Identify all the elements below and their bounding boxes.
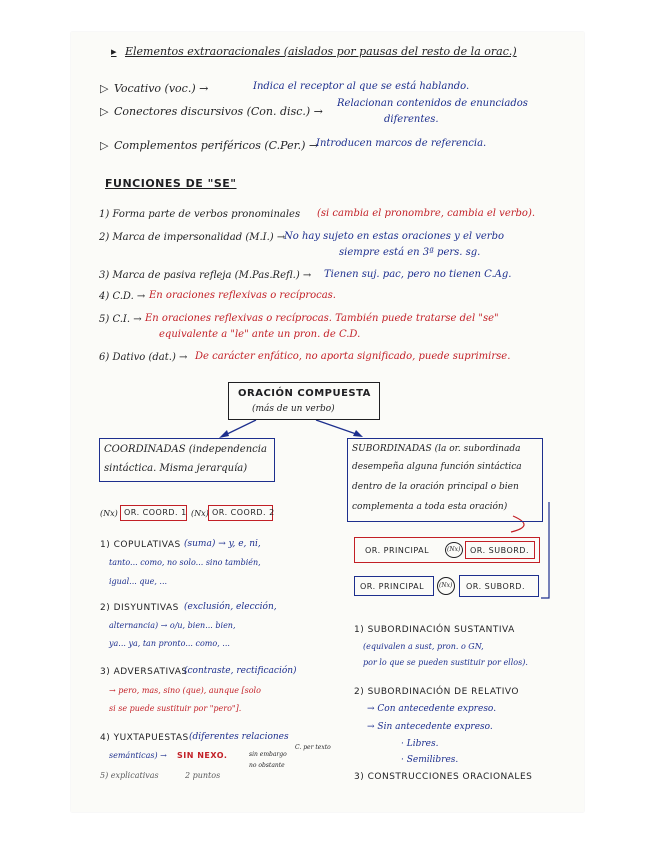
bullet-icon: ▸	[111, 45, 117, 58]
subord-row-2-nx: (Nx)	[439, 582, 453, 589]
subordinadas-line-3: dentro de la oración principal o bien	[352, 482, 519, 492]
copulativas-desc: (suma) → y, e, ni,	[184, 539, 261, 549]
sustantiva-line-2: (equivalen a sust, pron. o GN,	[363, 642, 484, 651]
subord-row-2-principal-box	[354, 576, 434, 596]
or-coord-2-box	[208, 505, 273, 521]
adversativas-line-2: → pero, mas, sino (que), aunque [solo	[109, 686, 261, 695]
triangle-bullet-icon: ▷	[100, 139, 109, 152]
conectores-desc-2: diferentes.	[384, 114, 439, 125]
copulativas-term: 1) COPULATIVAS	[100, 540, 181, 550]
se-item-1-term: 1) Forma parte de verbos pronominales	[99, 209, 301, 220]
yuxtapuestas-line-2: semánticas) →	[109, 751, 167, 760]
subord-row-2-subord: OR. SUBORD.	[466, 582, 525, 591]
yuxtapuestas-desc: (diferentes relaciones	[189, 732, 289, 742]
notebook-page	[71, 32, 584, 812]
subord-row-1-nx: (Nx)	[447, 546, 461, 553]
se-item-4-term: 4) C.D. →	[99, 291, 146, 302]
root-subtitle: (más de un verbo)	[252, 404, 335, 414]
se-item-6-desc: De carácter enfático, no aporta significado, puede suprimirse.	[195, 351, 511, 362]
adversativas-line-3: si se puede sustituir por "pero"].	[109, 704, 242, 713]
conectores-desc: Relacionan contenidos de enunciados	[337, 98, 528, 109]
oracion-compuesta-box	[228, 382, 380, 420]
construcciones-term: 3) CONSTRUCCIONES ORACIONALES	[354, 772, 533, 782]
se-item-5-term: 5) C.I. →	[99, 314, 142, 325]
vocativo-desc: Indica el receptor al que se está hablando.	[253, 81, 470, 92]
relativo-term: 2) SUBORDINACIÓN DE RELATIVO	[354, 687, 520, 697]
subordinadas-box	[347, 438, 543, 522]
se-item-3-desc: Tienen suj. pac, pero no tienen C.Ag.	[324, 269, 512, 280]
sustantiva-term: 1) SUBORDINACIÓN SUSTANTIVA	[354, 625, 515, 635]
coordinadas-box	[99, 438, 275, 482]
adversativas-term: 3) ADVERSATIVAS	[100, 667, 188, 677]
se-item-4-desc: En oraciones reflexivas o recíprocas.	[149, 290, 336, 301]
subord-row-1-nx-circle	[445, 542, 463, 558]
vocativo-term: Vocativo (voc.) →	[114, 82, 209, 95]
subord-row-1-box	[354, 537, 540, 563]
se-item-2-term: 2) Marca de impersonalidad (M.I.) →	[99, 232, 286, 243]
disyuntivas-desc: (exclusión, elección,	[184, 602, 277, 612]
se-item-5-desc: En oraciones reflexivas o recíprocas. También puede tratarse del "se"	[145, 313, 499, 324]
subord-row-1-principal: OR. PRINCIPAL	[365, 546, 430, 555]
or-coord-1-label: OR. COORD. 1	[124, 508, 187, 517]
disyuntivas-line-2: alternancia) → o/u, bien... bien,	[109, 621, 236, 630]
se-item-2-desc-2: siempre está en 3ª pers. sg.	[339, 247, 481, 258]
triangle-bullet-icon: ▷	[100, 82, 109, 95]
subordinadas-line-4: complementa a toda esta oración)	[352, 502, 508, 512]
triangle-bullet-icon: ▷	[100, 105, 109, 118]
or-coord-2-label: OR. COORD. 2	[212, 508, 275, 517]
conectores-term: Conectores discursivos (Con. disc.) →	[114, 105, 323, 118]
sin-nexo-label: SIN NEXO.	[177, 751, 228, 760]
coordinadas-line-2: sintáctica. Misma jerarquía)	[104, 463, 248, 474]
se-item-2-desc: No hay sujeto en estas oraciones y el verbo	[284, 231, 505, 242]
subord-row-2-nx-circle	[437, 577, 455, 595]
relativo-line-5: · Semilibres.	[401, 755, 459, 765]
relativo-line-4: · Libres.	[401, 739, 439, 749]
sustantiva-line-3: por lo que se pueden sustituir por ellos).	[363, 658, 528, 667]
or-coord-1-box	[120, 505, 187, 521]
yuxtapuestas-term: 4) YUXTAPUESTAS	[100, 733, 189, 743]
relativo-line-3: → Sin antecedente expreso.	[367, 722, 493, 732]
coordinadas-line-1: COORDINADAS (independencia	[104, 444, 267, 455]
yuxt-note-no-obstante: no obstante	[249, 762, 285, 769]
se-item-3-term: 3) Marca de pasiva refleja (M.Pas.Refl.) →	[99, 270, 312, 281]
yuxt-note-sin-embargo: sin embargo	[249, 751, 287, 758]
copulativas-line-3: igual... que, ...	[109, 577, 168, 586]
subord-row-2-subord-box	[459, 575, 539, 597]
disyuntivas-line-3: ya... ya, tan pronto... como, ...	[109, 639, 230, 648]
se-item-5-desc-2: equivalente a "le" ante un pron. de C.D.	[159, 329, 361, 340]
copulativas-line-2: tanto... como, no solo... sino también,	[109, 558, 261, 567]
disyuntivas-term: 2) DISYUNTIVAS	[100, 603, 179, 613]
subord-row-2-principal: OR. PRINCIPAL	[360, 582, 425, 591]
explicativas-desc: 2 puntos	[185, 771, 221, 780]
se-item-1-desc: (si cambia el pronombre, cambia el verbo).	[317, 208, 536, 219]
section1-title: Elementos extraoracionales (aislados por pausas del resto de la orac.)	[125, 45, 517, 58]
root-title: ORACIÓN COMPUESTA	[238, 388, 371, 399]
subord-row-1-subord: OR. SUBORD.	[470, 546, 529, 555]
section2-title: FUNCIONES DE "SE"	[105, 177, 237, 190]
perifericos-term: Complementos periféricos (C.Per.) →	[114, 139, 319, 152]
se-item-6-term: 6) Dativo (dat.) →	[99, 352, 188, 363]
subord-row-1-subord-box	[465, 541, 535, 559]
subordinadas-line-2: desempeña alguna función sintáctica	[352, 462, 522, 472]
subordinadas-line-1: SUBORDINADAS (la or. subordinada	[352, 444, 521, 454]
explicativas-term: 5) explicativas	[100, 771, 159, 780]
coord-nx-1: (Nx)	[100, 509, 118, 518]
yuxt-note-c-per-texto: C. per texto	[295, 744, 331, 751]
coord-nx-2: (Nx)	[191, 509, 209, 518]
perifericos-desc: Introducen marcos de referencia.	[316, 138, 487, 149]
relativo-line-2: → Con antecedente expreso.	[367, 704, 497, 714]
adversativas-desc: (contraste, rectificación)	[184, 666, 297, 676]
